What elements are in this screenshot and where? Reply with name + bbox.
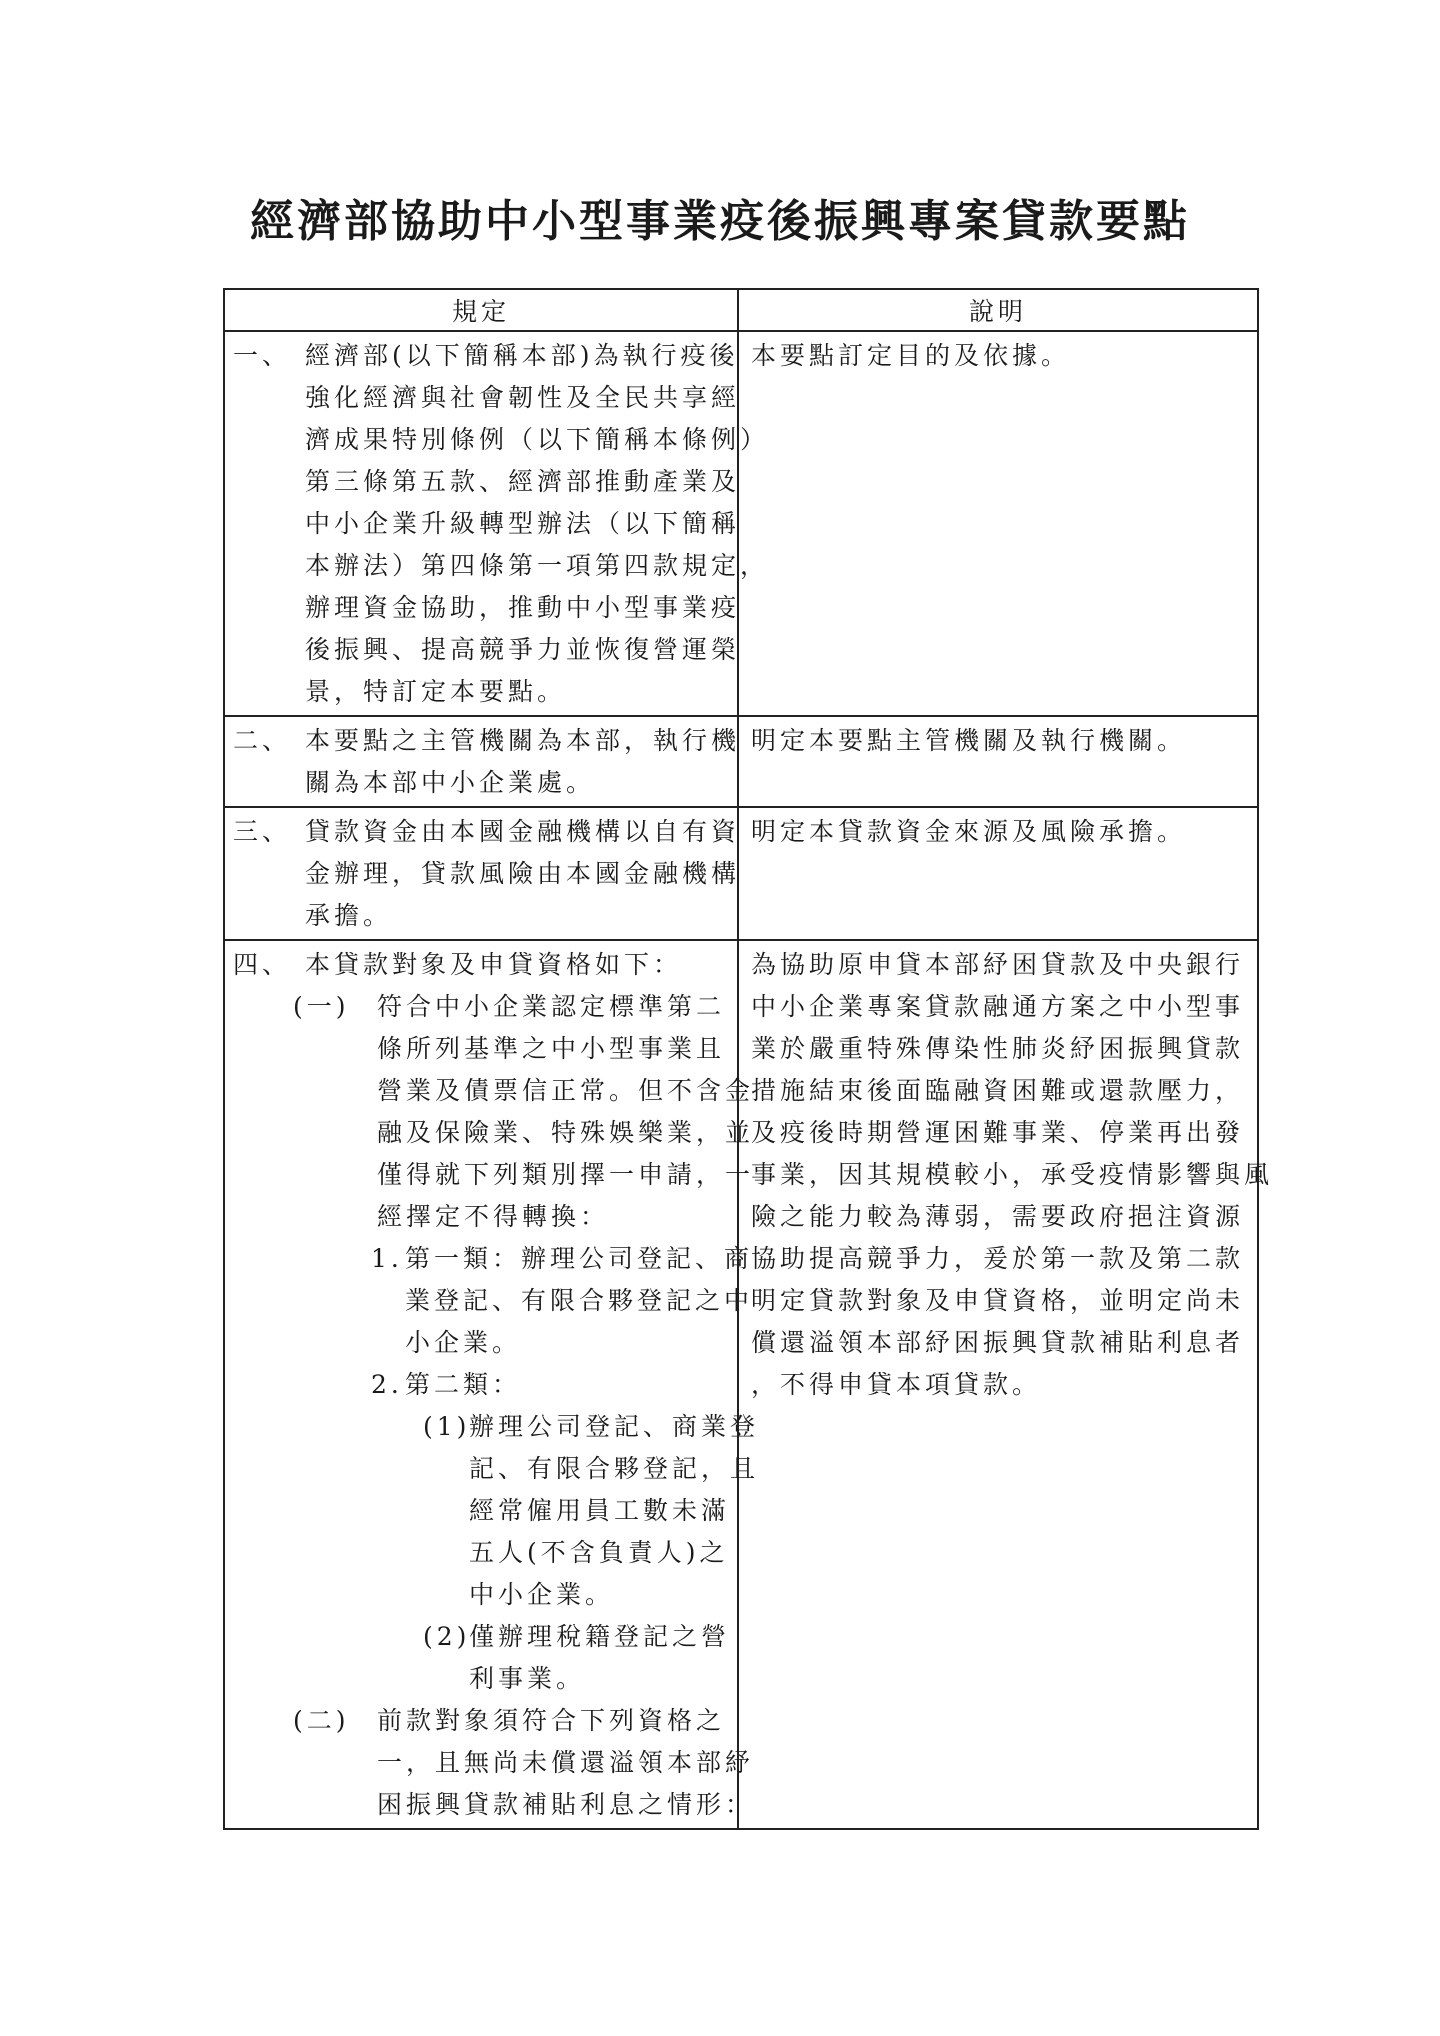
note-text: 為協助原申貸本部紓困貸款及中央銀行 中小企業專案貸款融通方案之中小型事 業於嚴重特殊傳染性肺炎紓困振興貸款 措施結束後面臨融資困難或還款壓力， 及疫後時期營運困難事業、停業再出發 事業，因其規模較小，承受疫情影響與風 險之能力較為薄弱，需要政府挹注資源 協助提高競爭力，爰於第一款及第二款 明定貸款對象及申貸資格，並明定尚未 償還溢領本部紓困振興貸款補貼利息者 ，不得申貸本項貸款。 [751, 950, 1274, 1399]
rule-subitem [233, 1406, 760, 1616]
rule-cell [224, 331, 770, 716]
note-cell [738, 807, 1258, 940]
rule-cell [224, 807, 741, 940]
regulation-table [223, 288, 1274, 1830]
item-number: 2. [371, 1370, 403, 1399]
item-text: 辦理公司登記、商業登 記、有限合夥登記，且 經常僱用員工數未滿 五人(不含負責人)之 中小企業。 [469, 1412, 760, 1609]
table-body [224, 331, 1274, 1829]
rule-item [233, 720, 741, 804]
item-number: (1) [423, 1412, 471, 1441]
table-row [224, 331, 1258, 716]
item-text: 前款對象須符合下列資格之 一，且無尚未償還溢領本部紓 困振興貸款補貼利息之情形： [377, 1706, 755, 1819]
note-cell [738, 331, 1258, 716]
note-text: 本要點訂定目的及依據。 [751, 341, 1071, 370]
rule-cell [224, 716, 741, 807]
rule-subitem [233, 1364, 731, 1406]
table-row [224, 716, 1258, 807]
rule-subitem [233, 1238, 754, 1364]
header-rule: 規定 [224, 289, 738, 331]
note-text: 明定本要點主管機關及執行機關。 [751, 726, 1187, 755]
item-number: (一) [293, 992, 350, 1021]
note-text: 明定本貸款資金來源及風險承擔。 [751, 817, 1187, 846]
item-text: 本貸款對象及申貸資格如下： [305, 950, 683, 979]
rule-item [233, 335, 770, 713]
item-number: 一、 [233, 341, 292, 370]
rule-cell [224, 940, 760, 1829]
item-number: 1. [371, 1244, 403, 1273]
item-number: (2) [423, 1622, 471, 1651]
item-text: 經濟部(以下簡稱本部)為執行疫後 強化經濟與社會韌性及全民共享經 濟成果特別條例（以下簡稱本條例） 第三條第五款、經濟部推動產業及 中小企業升級轉型辦法（以下簡稱 本辦法）第四條第一項第四款規定， 辦理資金協助，推動中小型事業疫 後振興、提高競爭力並恢復營運榮 景，特訂定本要點。 [305, 341, 770, 706]
document-title: 經濟部協助中小型事業疫後振興專案貸款要點 [250, 196, 1190, 247]
rule-item [233, 944, 731, 986]
rule-item [233, 811, 741, 937]
item-number: 四、 [233, 950, 292, 979]
item-text: 僅辦理稅籍登記之營 利事業。 [469, 1622, 731, 1693]
table-row [224, 807, 1258, 940]
item-number: 三、 [233, 817, 292, 846]
item-number: (二) [293, 1706, 350, 1735]
note-cell [738, 940, 1274, 1829]
item-text: 符合中小企業認定標準第二 條所列基準之中小型事業且 營業及債票信正常。但不含金 融及保險業、特殊娛樂業，並 僅得就下列類別擇一申請，一 經擇定不得轉換： [377, 992, 755, 1231]
item-text: 第二類： [405, 1370, 522, 1399]
rule-subitem [233, 1700, 755, 1826]
rule-subitem [233, 986, 755, 1238]
rule-subitem [233, 1616, 731, 1700]
table-row [224, 940, 1258, 1829]
table-header-row [224, 289, 1258, 331]
item-text: 貸款資金由本國金融機構以自有資 金辦理，貸款風險由本國金融機構 承擔。 [305, 817, 741, 930]
item-text: 本要點之主管機關為本部，執行機 關為本部中小企業處。 [305, 726, 741, 797]
note-cell [738, 716, 1258, 807]
item-text: 第一類：辦理公司登記、商 業登記、有限合夥登記之中 小企業。 [405, 1244, 754, 1357]
item-number: 二、 [233, 726, 292, 755]
header-note: 說明 [738, 289, 1258, 331]
